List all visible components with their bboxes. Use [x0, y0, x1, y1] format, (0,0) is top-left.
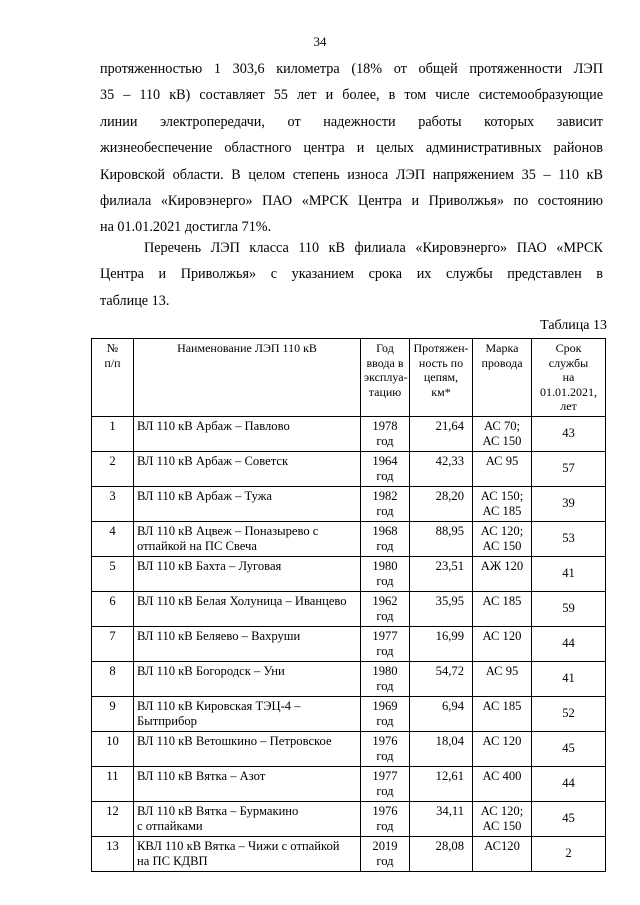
line-name: ВЛ 110 кВ Беляево – Вахруши — [134, 626, 361, 661]
service-age: 41 — [532, 556, 606, 591]
wire-mark: АС 185 — [473, 591, 532, 626]
text-line: Кировской области. В целом степень износа ЛЭП напряжением 35 – 110 кВ — [100, 166, 603, 183]
header-num: № п/п — [92, 339, 134, 417]
wire-mark: АС 185 — [473, 696, 532, 731]
line-length: 16,99 — [410, 626, 473, 661]
table-row — [92, 626, 606, 661]
text-line: 35 – 110 кВ) составляет 55 лет и более, в том числе системообразующие — [100, 87, 603, 104]
page-number: 34 — [313, 34, 327, 49]
row-number: 1 — [92, 416, 134, 451]
row-number: 7 — [92, 626, 134, 661]
line-length: 28,20 — [410, 486, 473, 521]
wire-mark: АС 150; АС 185 — [473, 486, 532, 521]
text-line: жизнеобеспечение областного центра и целых административных районов — [100, 140, 603, 157]
row-number: 12 — [92, 801, 134, 836]
line-name: ВЛ 110 кВ Ацвеж – Поназырево с отпайкой на ПС Свеча — [134, 521, 361, 556]
power-lines-table — [91, 338, 606, 872]
commission-year: 1977 год — [361, 766, 410, 801]
commission-year: 1976 год — [361, 731, 410, 766]
service-age: 41 — [532, 661, 606, 696]
wire-mark: АС 400 — [473, 766, 532, 801]
wire-mark: АС 120; АС 150 — [473, 521, 532, 556]
wire-mark: АС 70; АС 150 — [473, 416, 532, 451]
row-number: 5 — [92, 556, 134, 591]
line-length: 54,72 — [410, 661, 473, 696]
commission-year: 1982 год — [361, 486, 410, 521]
service-age: 57 — [532, 451, 606, 486]
line-length: 35,95 — [410, 591, 473, 626]
table-row — [92, 521, 606, 556]
wire-mark: АС 95 — [473, 451, 532, 486]
commission-year: 1964 год — [361, 451, 410, 486]
line-name: ВЛ 110 кВ Арбаж – Тужа — [134, 486, 361, 521]
text-line: Перечень ЛЭП класса 110 кВ филиала «Кировэнерго» ПАО «МРСК — [144, 240, 603, 256]
paragraph-intro — [100, 56, 603, 241]
text-line: Центра и Приволжья» с указанием срока их службы представлен в — [100, 266, 603, 283]
paragraph-table-intro — [100, 235, 603, 314]
line-name: ВЛ 110 кВ Бахта – Луговая — [134, 556, 361, 591]
wire-mark: АС 95 — [473, 661, 532, 696]
line-length: 6,94 — [410, 696, 473, 731]
service-age: 45 — [532, 731, 606, 766]
line-name: ВЛ 110 кВ Богородск – Уни — [134, 661, 361, 696]
header-age: Срок службы на 01.01.2021, лет — [532, 339, 606, 417]
row-number: 3 — [92, 486, 134, 521]
table-row — [92, 591, 606, 626]
line-name: ВЛ 110 кВ Белая Холуница – Иванцево — [134, 591, 361, 626]
service-age: 2 — [532, 836, 606, 871]
service-age: 39 — [532, 486, 606, 521]
line-length: 28,08 — [410, 836, 473, 871]
service-age: 44 — [532, 766, 606, 801]
row-number: 2 — [92, 451, 134, 486]
commission-year: 2019 год — [361, 836, 410, 871]
table-row — [92, 801, 606, 836]
service-age: 53 — [532, 521, 606, 556]
table-row — [92, 731, 606, 766]
commission-year: 1977 год — [361, 626, 410, 661]
row-number: 10 — [92, 731, 134, 766]
line-name: ВЛ 110 кВ Вятка – Азот — [134, 766, 361, 801]
row-number: 4 — [92, 521, 134, 556]
commission-year: 1962 год — [361, 591, 410, 626]
commission-year: 1968 год — [361, 521, 410, 556]
service-age: 44 — [532, 626, 606, 661]
table-body — [92, 416, 606, 871]
row-number: 11 — [92, 766, 134, 801]
header-mark: Марка провода — [473, 339, 532, 417]
service-age: 59 — [532, 591, 606, 626]
line-name: КВЛ 110 кВ Вятка – Чижи с отпайкой на ПС КДВП — [134, 836, 361, 871]
line-name: ВЛ 110 кВ Арбаж – Советск — [134, 451, 361, 486]
table-row — [92, 696, 606, 731]
commission-year: 1980 год — [361, 661, 410, 696]
commission-year: 1976 год — [361, 801, 410, 836]
line-length: 88,95 — [410, 521, 473, 556]
text-line: таблице 13. — [100, 292, 170, 309]
table-row — [92, 661, 606, 696]
line-length: 23,51 — [410, 556, 473, 591]
text-line: на 01.01.2021 достигла 71%. — [100, 219, 272, 236]
commission-year: 1980 год — [361, 556, 410, 591]
wire-mark: АС 120; АС 150 — [473, 801, 532, 836]
header-length: Протяжен- ность по цепям, км* — [410, 339, 473, 417]
line-length: 34,11 — [410, 801, 473, 836]
row-number: 13 — [92, 836, 134, 871]
text-line: филиала «Кировэнерго» ПАО «МРСК Центра и Приволжья» по состоянию — [100, 192, 603, 209]
commission-year: 1978 год — [361, 416, 410, 451]
table-row — [92, 556, 606, 591]
table-row — [92, 416, 606, 451]
line-name: ВЛ 110 кВ Ветошкино – Петровское — [134, 731, 361, 766]
row-number: 6 — [92, 591, 134, 626]
line-name: ВЛ 110 кВ Арбаж – Павлово — [134, 416, 361, 451]
text-line: протяженностью 1 303,6 километра (18% от общей протяженности ЛЭП — [100, 61, 603, 77]
commission-year: 1969 год — [361, 696, 410, 731]
header-name: Наименование ЛЭП 110 кВ — [134, 339, 361, 417]
text-line: линии электропередачи, от надежности работы которых зависит — [100, 113, 603, 130]
row-number: 8 — [92, 661, 134, 696]
line-length: 21,64 — [410, 416, 473, 451]
line-length: 12,61 — [410, 766, 473, 801]
table-row — [92, 486, 606, 521]
wire-mark: АС 120 — [473, 731, 532, 766]
wire-mark: АС120 — [473, 836, 532, 871]
wire-mark: АС 120 — [473, 626, 532, 661]
service-age: 43 — [532, 416, 606, 451]
header-year: Год ввода в эксплуа- тацию — [361, 339, 410, 417]
service-age: 52 — [532, 696, 606, 731]
table-row — [92, 451, 606, 486]
table-caption: Таблица 13 — [540, 318, 607, 333]
row-number: 9 — [92, 696, 134, 731]
table-row — [92, 836, 606, 871]
table-header-row — [92, 339, 606, 417]
service-age: 45 — [532, 801, 606, 836]
line-length: 42,33 — [410, 451, 473, 486]
line-length: 18,04 — [410, 731, 473, 766]
line-name: ВЛ 110 кВ Кировская ТЭЦ-4 – Бытприбор — [134, 696, 361, 731]
line-name: ВЛ 110 кВ Вятка – Бурмакино с отпайками — [134, 801, 361, 836]
wire-mark: АЖ 120 — [473, 556, 532, 591]
table-row — [92, 766, 606, 801]
